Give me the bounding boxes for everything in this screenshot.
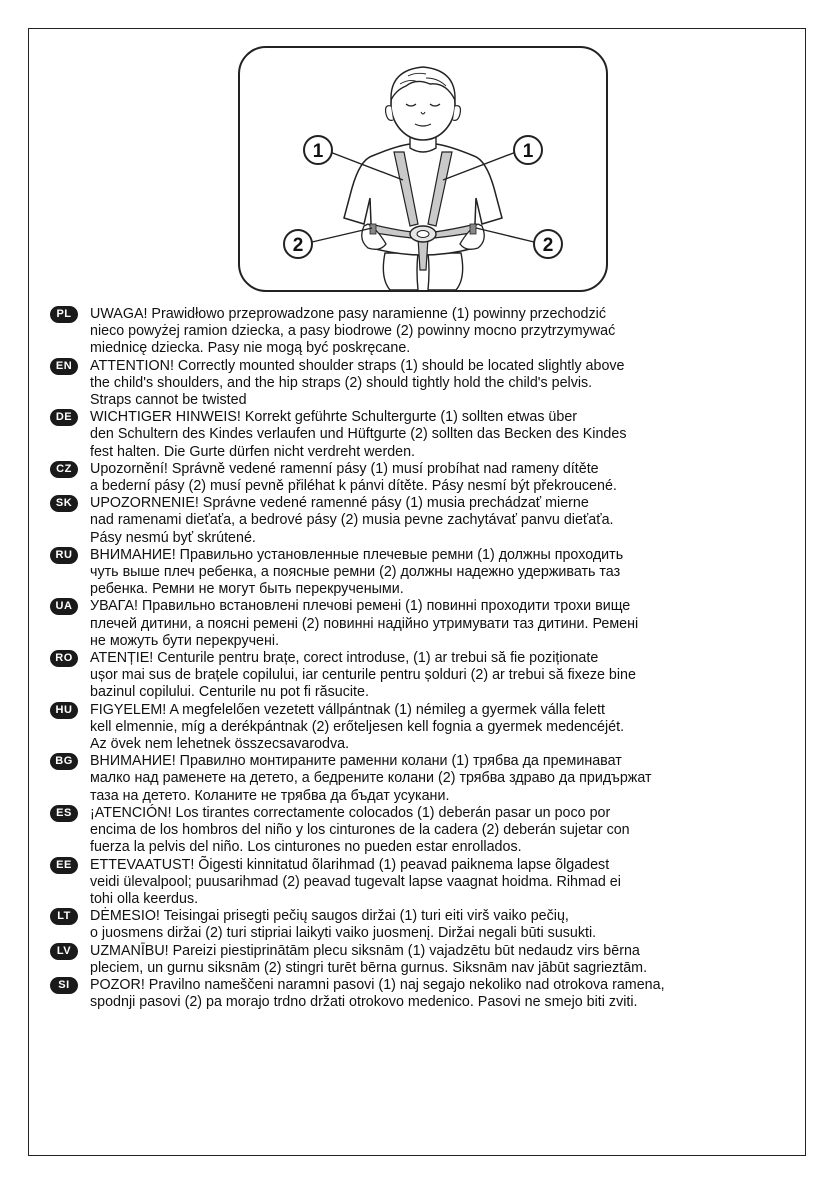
warning-text-line: ATTENTION! Correctly mounted shoulder straps (1) should be located slightly above	[90, 357, 625, 374]
warning-text-line: малко над раменете на детето, а бедрените колани (2) трябва здраво да придържат	[90, 770, 652, 787]
warning-ee	[50, 857, 800, 909]
warning-text-line: fuerza la pelvis del niño. Los cinturones no pueden estar enrollados.	[90, 839, 522, 856]
warning-sk	[50, 495, 800, 547]
language-badge: SK	[50, 495, 78, 512]
language-badge: RU	[50, 547, 78, 564]
warning-lt	[50, 908, 800, 942]
warning-text-line: ATENȚIE! Centurile pentru brațe, corect introduse, (1) ar trebui să fie poziționate	[90, 650, 599, 667]
warning-text-line: Az övek nem lehetnek összecsavarodva.	[90, 736, 350, 753]
warning-de	[50, 409, 800, 461]
language-badge: DE	[50, 409, 78, 426]
warning-en	[50, 358, 800, 410]
svg-text:1: 1	[522, 141, 534, 162]
child-in-harness-drawing	[240, 48, 606, 290]
language-badge: LT	[50, 908, 78, 925]
warning-lv	[50, 943, 800, 977]
warning-text-line: Straps cannot be twisted	[90, 392, 247, 409]
warning-text-line: the child's shoulders, and the hip straps (2) should tightly hold the child's pelvis.	[90, 374, 593, 391]
warning-text-line: УВАГА! Правильно встановлені плечові ремені (1) повинні проходити трохи вище	[90, 598, 631, 615]
language-badge: UA	[50, 598, 78, 615]
warning-ua	[50, 598, 800, 650]
warning-text-line: DĖMESIO! Teisingai prisegti pečių saugos diržai (1) turi eiti virš vaiko pečių,	[90, 908, 569, 925]
warning-ru	[50, 547, 800, 599]
warning-text-line: nad ramenami dieťaťa, a bedrové pásy (2) musia pevne zachytávať panvu dieťaťa.	[90, 512, 614, 529]
warning-text-line: spodnji pasovi (2) pa morajo trdno držati otrokovo medenico. Pasovi ne smejo biti zviti.	[90, 994, 638, 1011]
warning-text-line: o juosmens diržai (2) turi stipriai laikyti vaiko juosmenį. Diržai negali būti susukti.	[90, 925, 597, 942]
warning-text-line: POZOR! Pravilno nameščeni naramni pasovi (1) naj segajo nekoliko nad otrokova ramena,	[90, 976, 665, 993]
warning-text-line: tohi olla keerdus.	[90, 890, 199, 907]
warning-text-line: veidi ülevalpool; puusarihmad (2) peavad tugevalt lapse vaagnat hoidma. Rihmad ei	[90, 873, 621, 890]
warning-si	[50, 977, 800, 1011]
warning-text-line: плечей дитини, а поясні ремені (2) повинні надійно утримувати таз дитини. Ремені	[90, 615, 639, 632]
language-badge: HU	[50, 702, 78, 719]
warning-text-line: a bederní pásy (2) musí pevně přiléhat k pánvi dítěte. Pásy nesmí být překroucené.	[90, 478, 617, 495]
harness-illustration	[238, 46, 608, 292]
warning-text-line: UWAGA! Prawidłowo przeprowadzone pasy naramienne (1) powinny przechodzić	[90, 306, 606, 322]
language-badge: EN	[50, 358, 78, 375]
warning-text-line: nieco powyżej ramion dziecka, a pasy biodrowe (2) powinny mocno przytrzymywać	[90, 323, 616, 340]
language-badge: PL	[50, 306, 78, 323]
warning-text-line: ВНИМАНИЕ! Правилно монтираните раменни колани (1) трябва да преминават	[90, 753, 622, 770]
warning-text-line: UPOZORNENIE! Správne vedené ramenné pásy (1) musia prechádzať mierne	[90, 495, 589, 512]
svg-text:2: 2	[542, 235, 554, 256]
warning-text-line: WICHTIGER HINWEIS! Korrekt geführte Schultergurte (1) sollten etwas über	[90, 409, 578, 426]
warning-text-line: ușor mai sus de brațele copilului, iar centurile pentru șolduri (2) ar trebui să fixeze bine	[90, 667, 636, 684]
warning-text-line: kell elmennie, míg a derékpántnak (2) erőteljesen kell fognia a gyermek medencéjét.	[90, 718, 625, 735]
svg-text:1: 1	[312, 141, 324, 162]
language-badge: EE	[50, 857, 78, 874]
warning-text-line: таза на детето. Коланите не трябва да бъдат усукани.	[90, 787, 450, 804]
callout-1-right	[514, 136, 542, 164]
warning-hu	[50, 702, 800, 754]
multilingual-warning-list	[50, 306, 800, 1011]
warning-cz	[50, 461, 800, 495]
warning-text-line: den Schultern des Kindes verlaufen und Hüftgurte (2) sollten das Becken des Kindes	[90, 426, 627, 443]
warning-es	[50, 805, 800, 857]
language-badge: CZ	[50, 461, 78, 478]
callout-2-right	[534, 230, 562, 258]
svg-text:2: 2	[292, 235, 304, 256]
language-badge: ES	[50, 805, 78, 822]
warning-text-line: bazinul copilului. Centurile nu pot fi răsucite.	[90, 684, 369, 701]
warning-text-line: ¡ATENCIÓN! Los tirantes correctamente colocados (1) deberán pasar un poco por	[90, 804, 611, 821]
warning-text-line: Upozornění! Správně vedené ramenní pásy (1) musí probíhat nad rameny dítěte	[90, 460, 599, 477]
warning-text-line: UZMANĪBU! Pareizi piestiprinātām plecu siksnām (1) vajadzētu būt nedaudz virs bērna	[90, 942, 640, 959]
warning-text-line: FIGYELEM! A megfelelően vezetett vállpántnak (1) némileg a gyermek válla felett	[90, 701, 605, 718]
warning-text-line: не можуть бути перекручені.	[90, 632, 280, 649]
warning-text-line: ВНИМАНИЕ! Правильно установленные плечевые ремни (1) должны проходить	[90, 546, 624, 563]
warning-text-line: ETTEVAATUST! Õigesti kinnitatud õlarihmad (1) peavad paiknema lapse õlgadest	[90, 856, 610, 873]
language-badge: SI	[50, 977, 78, 994]
warning-text-line: encima de los hombros del niño y los cinturones de la cadera (2) deberán sujetar con	[90, 822, 630, 839]
warning-bg	[50, 753, 800, 805]
language-badge: RO	[50, 650, 78, 667]
warning-text-line: fest halten. Die Gurte dürfen nicht verdreht werden.	[90, 443, 416, 460]
warning-text-line: чуть выше плеч ребенка, а поясные ремни (2) должны надежно удерживать таз	[90, 564, 621, 581]
warning-pl	[50, 306, 800, 358]
language-badge: BG	[50, 753, 78, 770]
warning-text-line: pleciem, un gurnu siksnām (2) stingri turēt bērna gurnus. Siksnām nav jābūt sagrieztām.	[90, 959, 648, 976]
warning-text-line: ребенка. Ремни не могут быть перекручеными.	[90, 581, 404, 598]
callout-2-left	[284, 230, 312, 258]
callout-1-left	[304, 136, 332, 164]
warning-ro	[50, 650, 800, 702]
warning-text-line: Pásy nesmú byť skrútené.	[90, 529, 256, 546]
language-badge: LV	[50, 943, 78, 960]
warning-text-line: miednicę dziecka. Pasy nie mogą być poskręcane.	[90, 340, 411, 357]
